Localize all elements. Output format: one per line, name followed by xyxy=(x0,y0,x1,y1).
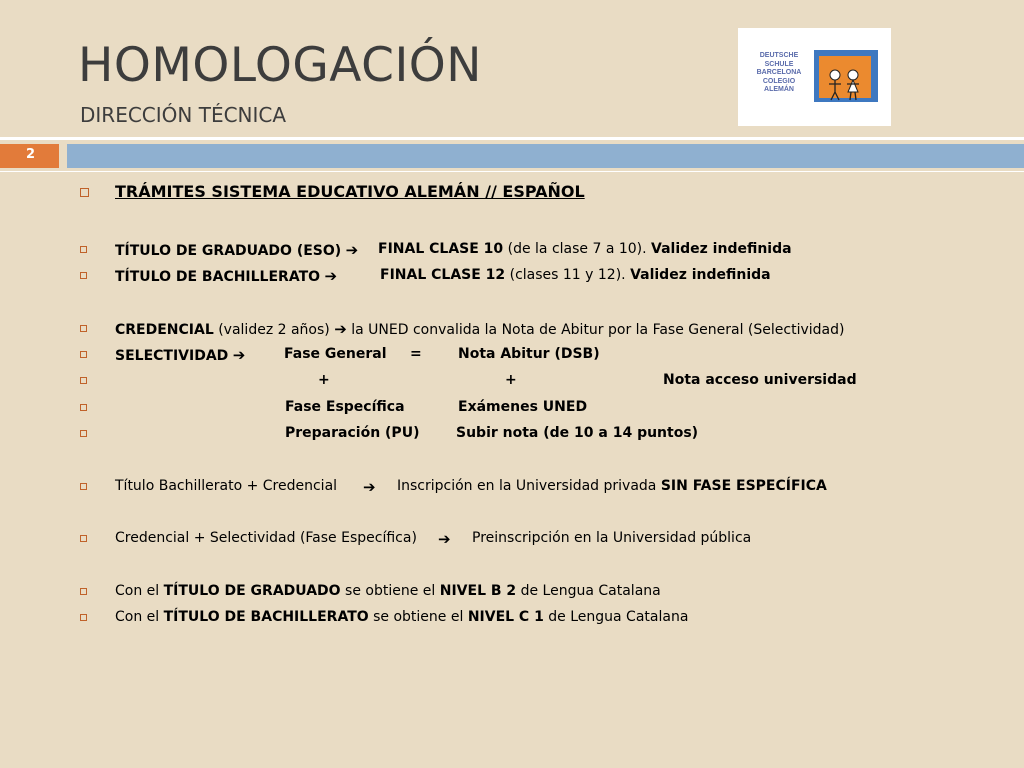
nivel-c1: NIVEL C 1 xyxy=(467,609,544,625)
eso-validez: Validez indefinida xyxy=(651,241,792,257)
arrow-right-icon: ➔ xyxy=(232,346,246,364)
eso-detail: (de la clase 7 a 10). xyxy=(503,241,652,257)
list-item-credencial xyxy=(0,320,1024,340)
slide-number: 2 xyxy=(26,147,36,162)
header-bottom-line xyxy=(0,171,1024,172)
arrow-right-icon: ➔ xyxy=(345,241,359,259)
square-bullet-icon xyxy=(80,483,87,490)
credencial-label: CREDENCIAL xyxy=(115,322,214,338)
bach-label: TÍTULO DE BACHILLERATO xyxy=(115,269,321,285)
list-item-fase-especifica xyxy=(0,399,1024,419)
square-bullet-icon xyxy=(80,272,87,279)
list-item-cred-selectividad xyxy=(0,530,1024,550)
arrow-right-icon: ➔ xyxy=(363,478,376,496)
credencial-text: la UNED convalida la Nota de Abitur por la Fase General (Selectividad) xyxy=(351,322,845,338)
preparacion: Preparación (PU) xyxy=(285,425,420,441)
list-item-bach-credencial xyxy=(0,478,1024,498)
subir-nota: Subir nota (de 10 a 14 puntos) xyxy=(456,425,699,441)
square-bullet-icon xyxy=(80,246,87,253)
examenes-uned: Exámenes UNED xyxy=(458,399,588,415)
square-bullet-icon xyxy=(80,325,87,332)
bach-detail: (clases 11 y 12). xyxy=(505,267,631,283)
bach-credencial-left: Título Bachillerato + Credencial xyxy=(115,478,338,494)
fase-general: Fase General xyxy=(284,346,387,362)
list-item-catalan-b2: Con el TÍTULO DE GRADUADO se obtiene el NIVEL B 2 de Lengua Catalana xyxy=(0,583,1024,603)
eso-final: FINAL CLASE 10 xyxy=(378,241,504,257)
section-heading: TRÁMITES SISTEMA EDUCATIVO ALEMÁN // ESPAÑOL xyxy=(115,182,585,201)
children-drawing-icon xyxy=(824,68,866,102)
nivel-b2: NIVEL B 2 xyxy=(439,583,517,599)
list-item-bachillerato xyxy=(0,267,1024,287)
arrow-right-icon: ➔ xyxy=(438,530,451,548)
selectividad-label: SELECTIVIDAD xyxy=(115,348,229,364)
header-blue-bar xyxy=(67,144,1024,168)
square-bullet-icon xyxy=(80,535,87,542)
titulo-graduado: TÍTULO DE GRADUADO xyxy=(163,583,341,599)
slide-number-box xyxy=(0,144,59,168)
list-item-selectividad xyxy=(0,346,1024,366)
list-item-catalan-c1: Con el TÍTULO DE BACHILLERATO se obtiene el NIVEL C 1 de Lengua Catalana xyxy=(0,609,1024,629)
arrow-right-icon: ➔ xyxy=(324,267,338,285)
credencial-detail: (validez 2 años) xyxy=(213,322,330,338)
eso-label: TÍTULO DE GRADUADO (ESO) xyxy=(115,243,342,259)
cred-select-right: Preinscripción en la Universidad pública xyxy=(472,530,752,546)
square-bullet-icon xyxy=(80,614,87,621)
slide-subtitle: DIRECCIÓN TÉCNICA xyxy=(80,103,287,127)
square-bullet-icon xyxy=(80,588,87,595)
equals-sign: = xyxy=(410,346,422,362)
list-item-eso xyxy=(0,241,1024,261)
plus-sign-1: + xyxy=(318,372,330,388)
school-logo xyxy=(738,28,891,126)
bach-validez: Validez indefinida xyxy=(630,267,771,283)
nota-abitur: Nota Abitur (DSB) xyxy=(458,346,600,362)
titulo-bachillerato: TÍTULO DE BACHILLERATO xyxy=(163,609,369,625)
cred-select-left: Credencial + Selectividad (Fase Específica) xyxy=(115,530,417,546)
list-item-plus xyxy=(0,372,1024,392)
slide-title: HOMOLOGACIÓN xyxy=(78,38,482,93)
fase-especifica: Fase Específica xyxy=(285,399,405,415)
square-bullet-icon xyxy=(80,351,87,358)
logo-text: DEUTSCHE SCHULE BARCELONA COLEGIO ALEMÁN xyxy=(756,52,802,93)
header-divider xyxy=(0,137,1024,140)
sin-fase-especifica: SIN FASE ESPECÍFICA xyxy=(660,478,827,494)
nota-acceso: Nota acceso universidad xyxy=(663,372,857,388)
list-item-preparacion xyxy=(0,425,1024,445)
arrow-right-icon: ➔ xyxy=(334,320,347,338)
square-bullet-icon xyxy=(80,430,87,437)
bach-credencial-right: Inscripción en la Universidad privada xyxy=(397,478,661,494)
square-bullet-icon xyxy=(80,404,87,411)
square-bullet-icon xyxy=(80,377,87,384)
list-item-heading xyxy=(0,182,1024,202)
square-bullet-icon xyxy=(80,188,89,197)
bach-final: FINAL CLASE 12 xyxy=(380,267,506,283)
plus-sign-2: + xyxy=(505,372,517,388)
